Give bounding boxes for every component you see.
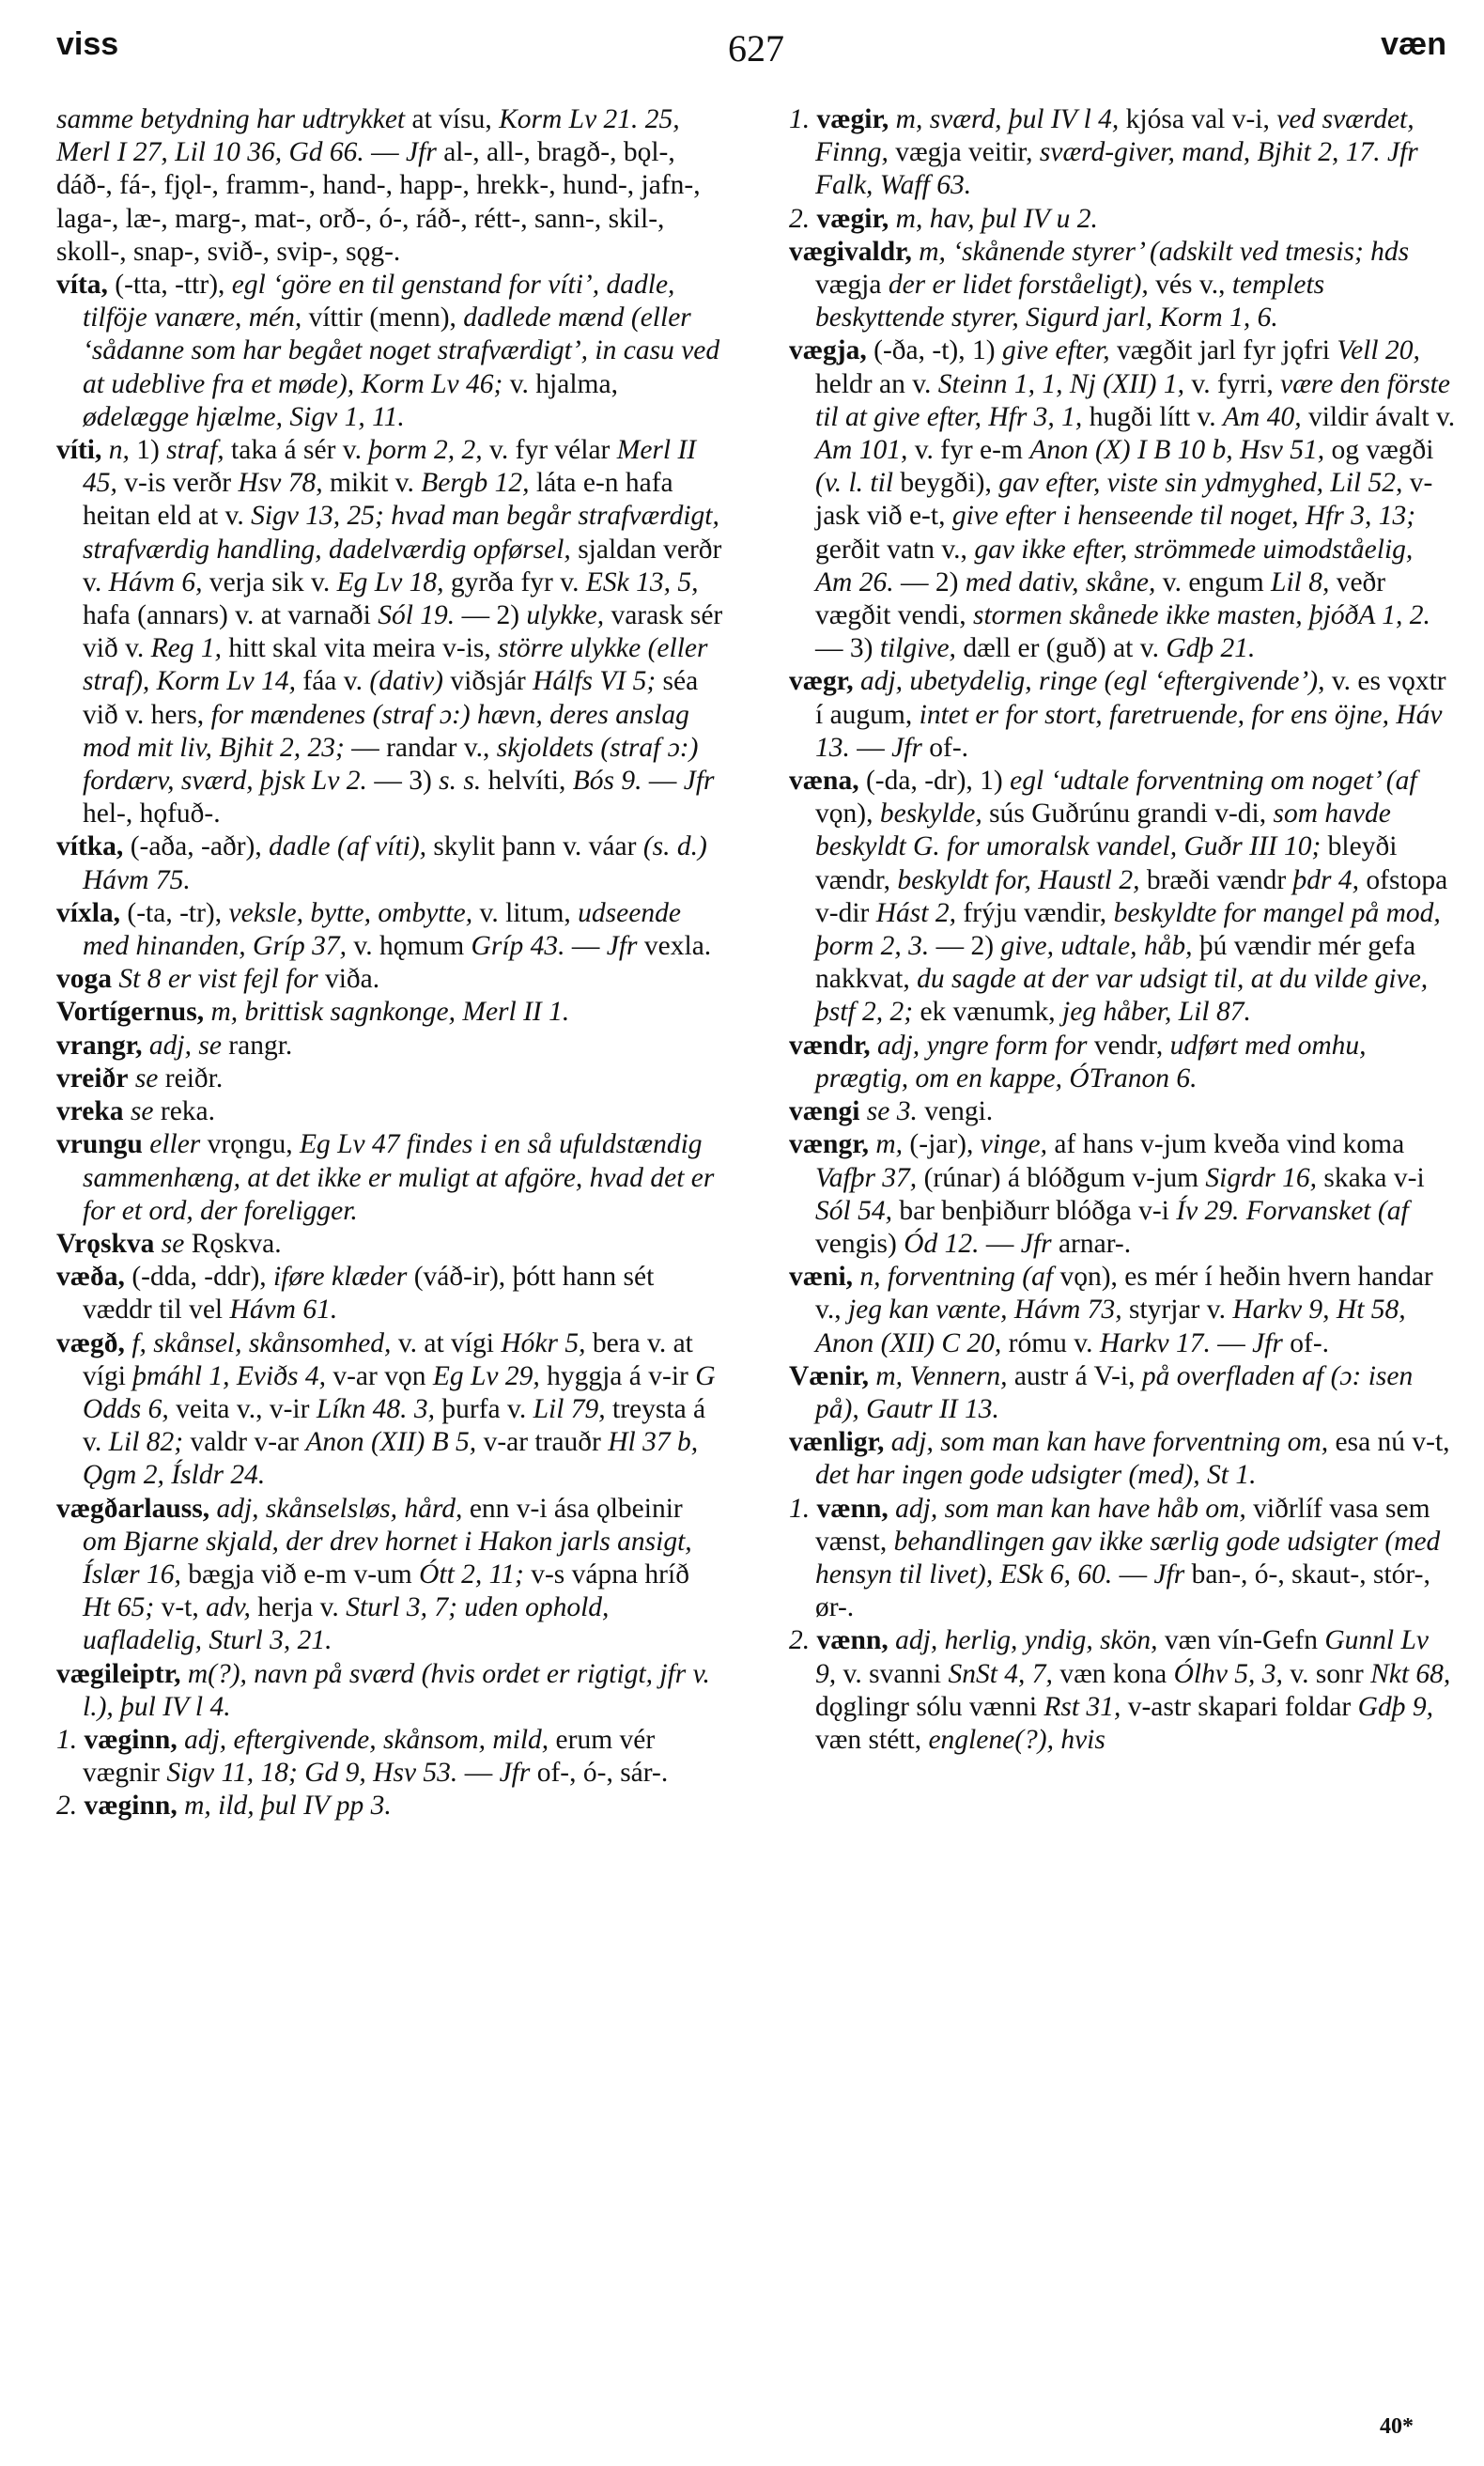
- dictionary-entry: voga St 8 er vist fejl for viða.: [56, 964, 380, 995]
- dictionary-entry: 2. væginn, m, ild, þul IV pp 3.: [56, 1791, 392, 1822]
- dictionary-entry: vægivaldr, m, ‘skånende styrer’ (adskilt ved tmesis; hds vægja der er lidet forståeligt), vés v., templets beskyttende styrer, Sigurd jarl, Korm 1, 6.: [789, 236, 1410, 333]
- dictionary-entry: samme betydning har udtrykket at vísu, Korm Lv 21. 25, Merl I 27, Lil 10 36, Gd 66. — Jfr al-, all-, bragð-, bǫl-, dáð-, fá-, fjǫl-, framm-, hand-, happ-, hrekk-, hund-, jafn-, laga-, læ-, marg-, mat-, orð-, ó-, ráð-, rétt-, sann-, skil-, skoll-, snap-, svið-, svip-, sǫg-.: [56, 104, 701, 267]
- page-header: [56, 26, 1456, 83]
- dictionary-entry: vændr, adj, yngre form for vendr, udført med omhu, prægtig, om en kappe, ÓTranon 6.: [789, 1030, 1367, 1093]
- left-column: [56, 103, 723, 1823]
- page-number: 627: [728, 27, 784, 70]
- dictionary-entry: 1. vænn, adj, som man kan have håb om, viðrlíf vasa sem vænst, behandlingen gav ikke særlig gode udsigter (med hensyn til livet), ESk 6, 60. — Jfr ban-, ó-, skaut-, stór-, ør-.: [789, 1493, 1441, 1623]
- dictionary-entry: 1. vægir, m, sværd, þul IV l 4, kjósa val v-i, ved sværdet, Finng, vægja veitir, sværd-giver, mand, Bjhit 2, 17. Jfr Falk, Waff 63.: [789, 104, 1418, 201]
- dictionary-entry: væni, n, forventning (af vǫn), es mér í heðin hvern handar v., jeg kan vænte, Hávm 73, styrjar v. Harkv 9, Ht 58, Anon (XII) C 20, rómu v. Harkv 17. — Jfr of-.: [789, 1262, 1433, 1358]
- dictionary-entry: vægr, adj, ubetydelig, ringe (egl ‘eftergivende’), v. es vǫxtr í augum, intet er for stort, faretruende, for ens öjne, Háv 13. — Jfr of-.: [789, 666, 1446, 763]
- dictionary-entry: vægð, f, skånsel, skånsomhed, v. at vígi Hókr 5, bera v. at vígi þmáhl 1, Eviðs 4, v-ar vǫn Eg Lv 29, hyggja á v-ir G Odds 6, veita v., v-ir Líkn 48. 3, þurfa v. Lil 79, treysta á v. Lil 82; valdr v-ar Anon (XII) B 5, v-ar trauðr Hl 37 b, Ǫgm 2, Ísldr 24.: [56, 1327, 716, 1491]
- dictionary-entry: væða, (-dda, -ddr), iføre klæder (váð-ir), þótt hann sét væddr til vel Hávm 61.: [56, 1262, 655, 1326]
- dictionary-entry: vreiðr se reiðr.: [56, 1062, 224, 1093]
- dictionary-entry: 2. vægir, m, hav, þul IV u 2.: [789, 203, 1098, 234]
- signature-mark: 40*: [1380, 2414, 1414, 2439]
- dictionary-entry: Vrǫskva se Rǫskva.: [56, 1228, 282, 1259]
- dictionary-entry: vrangr, adj, se rangr.: [56, 1030, 293, 1061]
- right-column: [789, 103, 1456, 1757]
- header-guide-word-left: viss: [56, 26, 119, 62]
- dictionary-entry: vænligr, adj, som man kan have forventning om, esa nú v-t, det har ingen gode udsigter (med), St 1.: [789, 1427, 1450, 1491]
- dictionary-entry: víxla, (-ta, -tr), veksle, bytte, ombytte, v. litum, udseende med hinanden, Gríp 37, v. hǫmum Gríp 43. — Jfr vexla.: [56, 897, 712, 962]
- dictionary-entry: Vortígernus, m, brittisk sagnkonge, Merl II 1.: [56, 997, 570, 1028]
- dictionary-entry: vægja, (-ða, -t), 1) give efter, vægðit jarl fyr jǫfri Vell 20, heldr an v. Steinn 1, 1, Nj (XII) 1, v. fyrri, være den förste til at give efter, Hfr 3, 1, hugði lítt v. Am 40, vildir ávalt v. Am 101, v. fyr e-m Anon (X) I B 10 b, Hsv 51, og vægði (v. l. til beygði), gav efter, viste sin ydmyghed, Lil 52, v-jask við e-t, give efter i henseende til noget, Hfr 3, 13; gerðit vatn v., gav ikke efter, strömmede uimodståelig, Am 26. — 2) med dativ, skåne, v. engum Lil 8, veðr vægðit vendi, stormen skånede ikke masten, þjóðA 1, 2. — 3) tilgive, dæll er (guð) at v. Gdþ 21.: [789, 335, 1456, 664]
- dictionary-entry: vængr, m, (-jar), vinge, af hans v-jum kveða vind koma Vafþr 37, (rúnar) á blóðgum v-jum Sigrdr 16, skaka v-i Sól 54, bar benþiðurr blóðga v-i Ív 29. Forvansket (af vengis) Ód 12. — Jfr arnar-.: [789, 1129, 1425, 1259]
- dictionary-entry: vreka se reka.: [56, 1096, 216, 1127]
- dictionary-entry: Vænir, m, Vennern, austr á V-i, på overfladen af (ɔ: isen på), Gautr II 13.: [789, 1360, 1414, 1424]
- header-guide-word-right: væn: [1381, 26, 1446, 62]
- dictionary-entry: 1. væginn, adj, eftergivende, skånsom, mild, erum vér vægnir Sigv 11, 18; Gd 9, Hsv 53. — Jfr of-, ó-, sár-.: [56, 1724, 669, 1789]
- dictionary-entry: 2. vænn, adj, herlig, yndig, skön, væn vín-Gefn Gunnl Lv 9, v. svanni SnSt 4, 7, væn kona Ólhv 5, 3, v. sonr Nkt 68, dǫglingr sólu vænni Rst 31, v-astr skapari foldar Gdþ 9, væn stétt, englene(?), hvis: [789, 1625, 1451, 1755]
- dictionary-entry: vítka, (-aða, -aðr), dadle (af víti), skylit þann v. váar (s. d.) Hávm 75.: [56, 831, 707, 895]
- dictionary-entry: vægileiptr, m(?), navn på sværd (hvis ordet er rigtigt, jfr v. l.), þul IV l 4.: [56, 1658, 710, 1722]
- dictionary-entry: víti, n, 1) straf, taka á sér v. þorm 2, 2, v. fyr vélar Merl II 45, v-is verðr Hsv 78, mikit v. Bergb 12, láta e-n hafa heitan eld at v. Sigv 13, 25; hvad man begår strafværdigt, strafværdig handling, dadelværdig opførsel, sjaldan verðr v. Hávm 6, verja sik v. Eg Lv 18, gyrða fyr v. ESk 13, 5, hafa (annars) v. at varnaði Sól 19. — 2) ulykke, varask sér við v. Reg 1, hitt skal vita meira v-is, större ulykke (eller straf), Korm Lv 14, fáa v. (dativ) viðsjár Hálfs VI 5; séa við v. hers, for mændenes (straf ɔ:) hævn, deres anslag mod mit liv, Bjhit 2, 23; — randar v., skjoldets (straf ɔ:) fordærv, sværd, þjsk Lv 2. — 3) s. s. helvíti, Bós 9. — Jfr hel-, hǫfuð-.: [56, 435, 723, 830]
- dictionary-entry: vængi se 3. vengi.: [789, 1096, 994, 1127]
- dictionary-entry: vægðarlauss, adj, skånselsløs, hård, enn v-i ása ǫlbeinir om Bjarne skjald, der drev hornet i Hakon jarls ansigt, Íslær 16, bægja við e-m v-um Ótt 2, 11; v-s vápna hríð Ht 65; v-t, adv, herja v. Sturl 3, 7; uden ophold, uafladelig, Sturl 3, 21.: [56, 1493, 692, 1656]
- dictionary-entry: víta, (-tta, -ttr), egl ‘göre en til genstand for víti’, dadle, tilföje vanære, mén, víttir (menn), dadlede mænd (eller ‘sådanne som har begået noget strafværdigt’, in casu ved at udeblive fra et møde), Korm Lv 46; v. hjalma, ødelægge hjælme, Sigv 1, 11.: [56, 270, 720, 432]
- dictionary-entry: væna, (-da, -dr), 1) egl ‘udtale forventning om noget’ (af vǫn), beskylde, sús Guðrúnu grandi v-di, som havde beskyldt G. for umoralsk vandel, Guðr III 10; bleyði vændr, beskyldt for, Haustl 2, bræði vændr þdr 4, ofstopa v-dir Hást 2, frýju vændir, beskyldte for mangel på mod, þorm 2, 3. — 2) give, udtale, håb, þú vændir mér gefa nakkvat, du sagde at der var udsigt til, at du vilde give, þstf 2, 2; ek vænumk, jeg håber, Lil 87.: [789, 766, 1448, 1028]
- dictionary-entry: vrungu eller vrǫngu, Eg Lv 47 findes i en så ufuldstændig sammenhæng, at det ikke er muligt at afgöre, hvad det er for et ord, der foreligger.: [56, 1129, 715, 1226]
